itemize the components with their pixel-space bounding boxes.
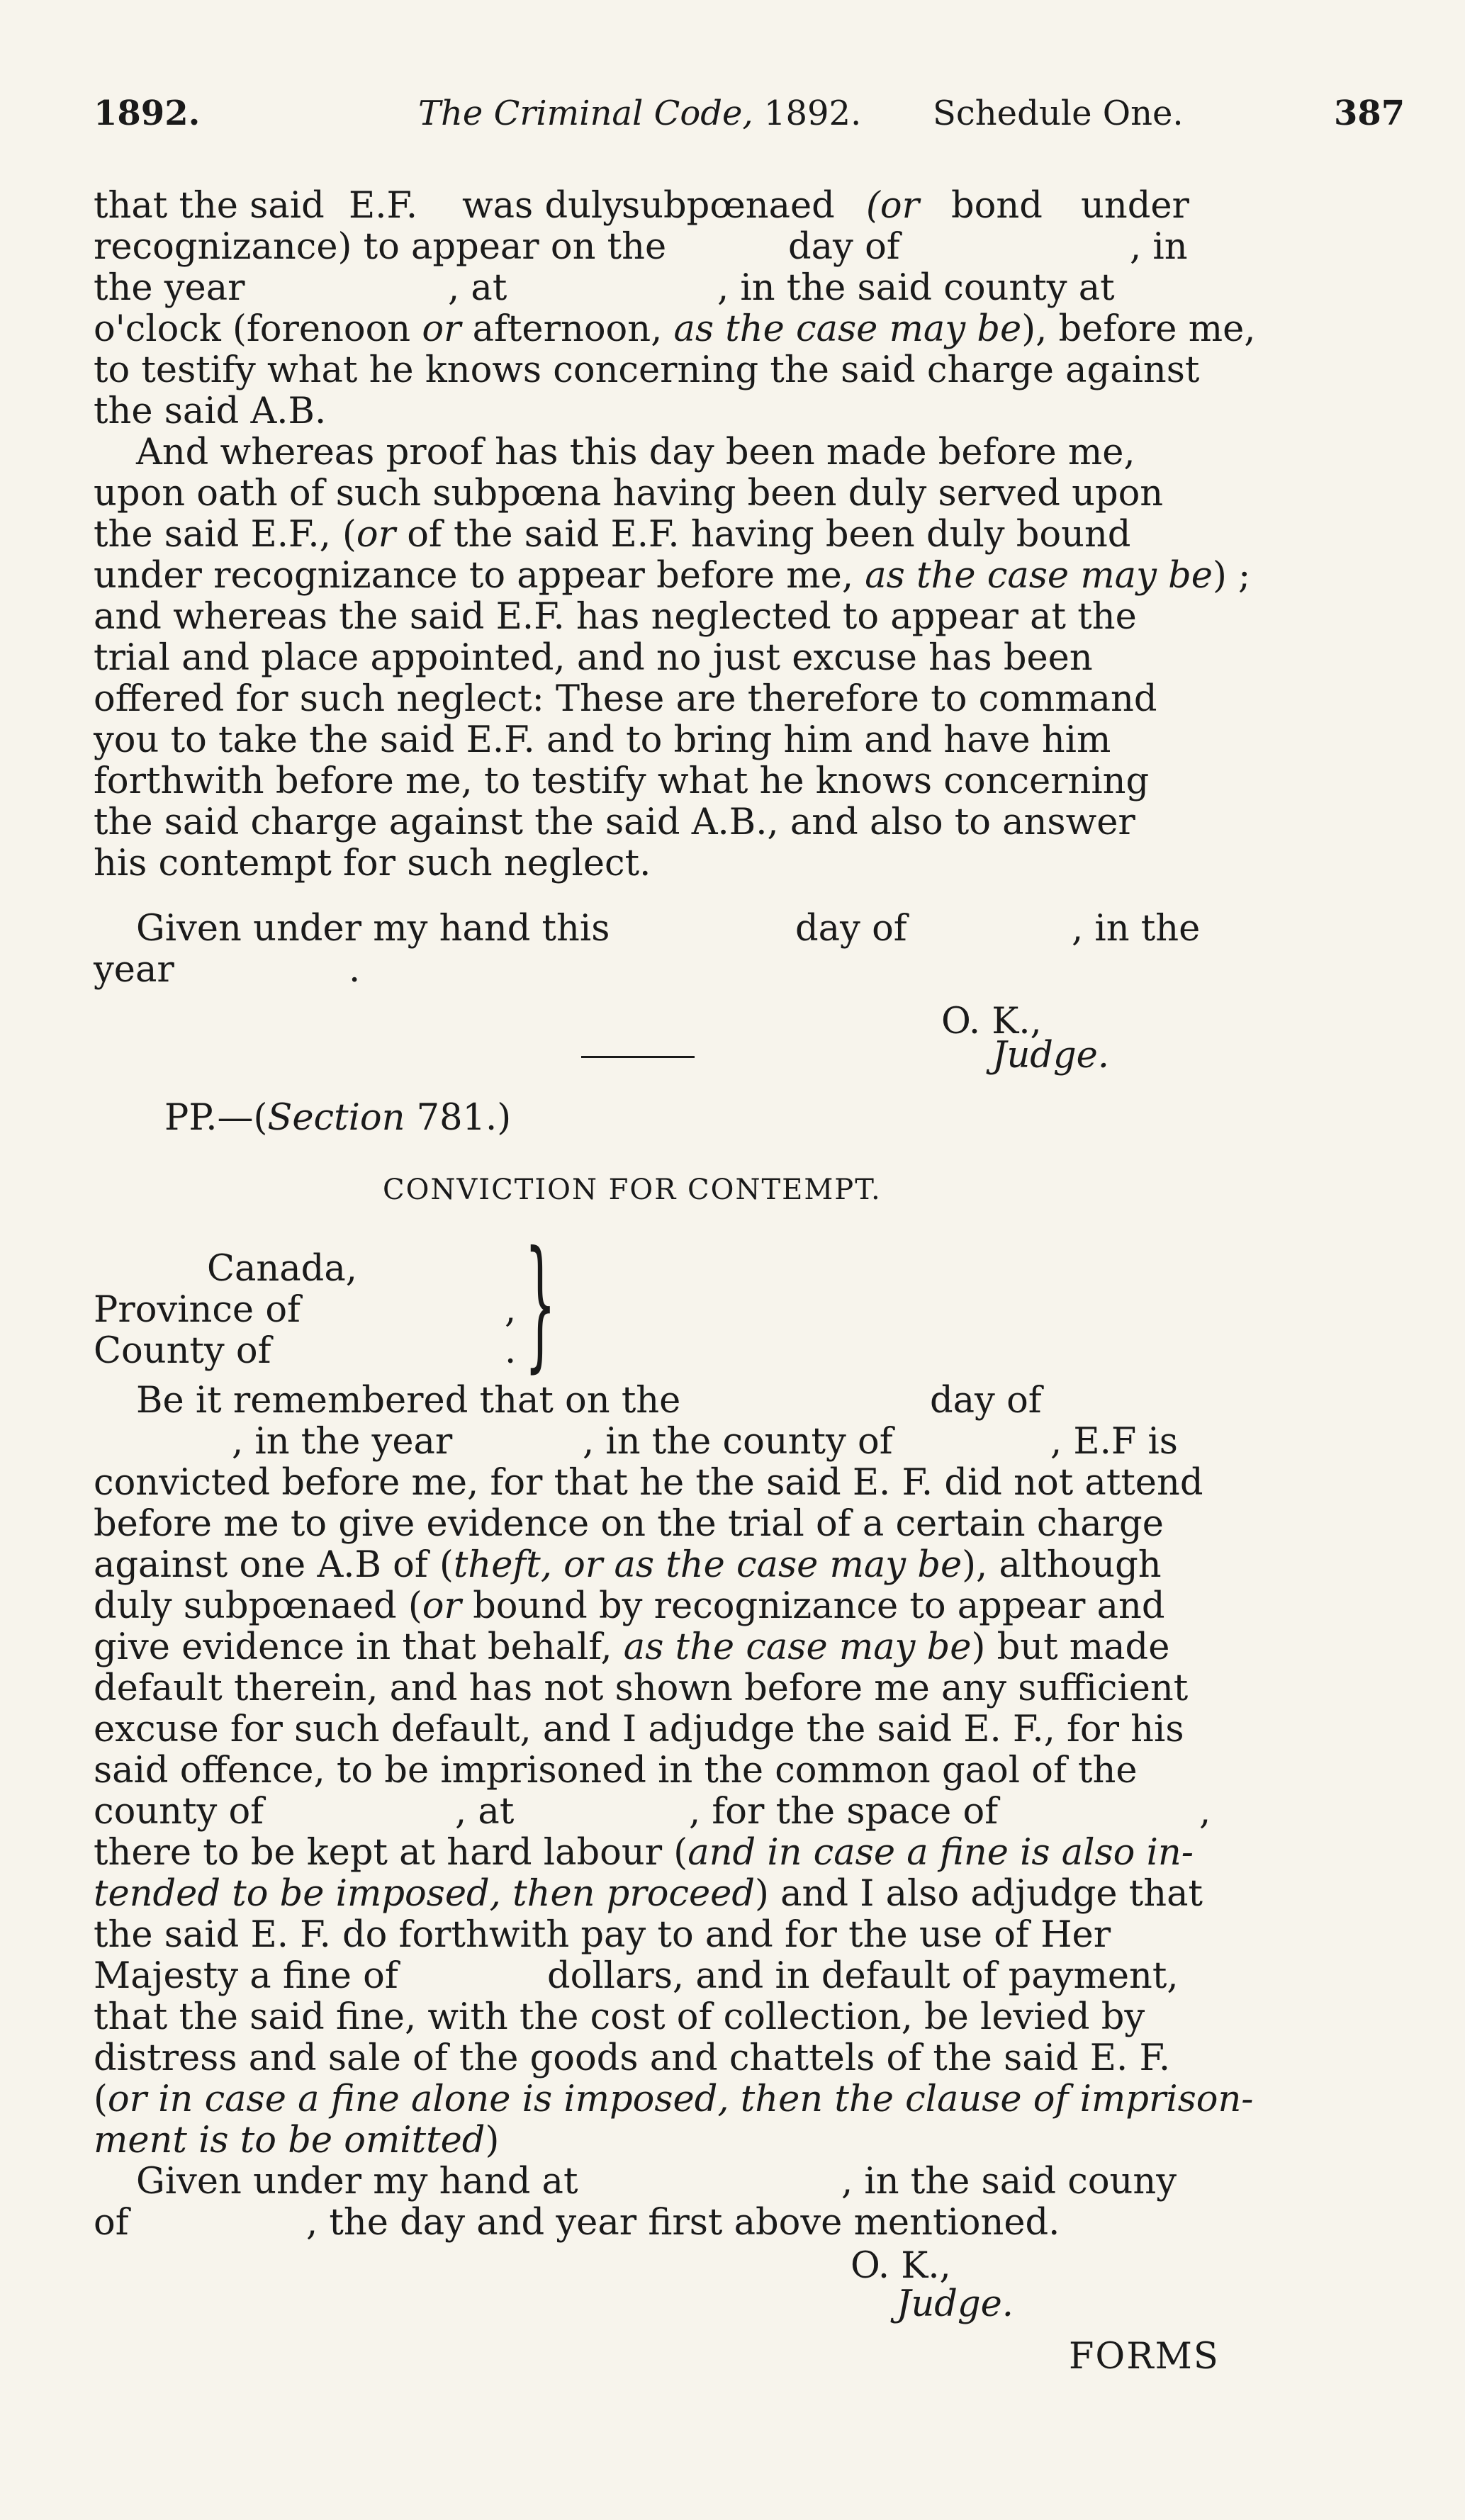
paragraph-conviction xyxy=(94,1380,1254,2161)
text-run: 781.) xyxy=(405,1097,512,1139)
text-run: Majesty a fine of xyxy=(94,1955,398,1997)
text-run: the said charge against the said A.B., and also to answer xyxy=(94,801,1135,843)
given-clause-1 xyxy=(94,909,1213,991)
text-run: of the said E.F. having been duly bound xyxy=(395,514,1131,556)
text-run: year xyxy=(94,949,174,991)
text-run: that the said xyxy=(94,185,325,227)
text-run: , in the county of xyxy=(583,1421,893,1463)
text-run: ), before me, xyxy=(1021,308,1256,350)
text-line xyxy=(94,514,1213,556)
text-line xyxy=(94,1668,1213,1709)
text-run: said offence, to be imprisoned in the common gaol of the xyxy=(94,1750,1138,1791)
text-run: PP.—( xyxy=(164,1097,268,1139)
text-run: under recognizance to appear before me, xyxy=(94,555,865,597)
text-line xyxy=(94,2203,1213,2244)
text-run: , xyxy=(1199,1791,1211,1833)
text-run: ) ; xyxy=(1212,555,1251,597)
text-run: . xyxy=(349,949,361,991)
text-run: subpœnaed xyxy=(622,185,835,227)
text-run: you to take the said E.F. and to bring him and have him xyxy=(94,719,1111,761)
text-line xyxy=(94,597,1213,638)
text-run: , in the year xyxy=(232,1421,453,1463)
text-run: , at xyxy=(455,1791,515,1833)
header-schedule: Schedule One. xyxy=(933,94,1184,133)
text-run: as the case may be xyxy=(865,555,1213,597)
text-run: that the said fine, with the cost of collection, be levied by xyxy=(94,1996,1145,2038)
text-run: o'clock (forenoon xyxy=(94,308,422,350)
section-divider xyxy=(581,1056,695,1058)
text-run: bond xyxy=(951,185,1043,227)
text-line xyxy=(94,2038,1213,2079)
text-run: ) but made xyxy=(971,1626,1170,1668)
text-run: offered for such neglect: These are therefore to command xyxy=(94,678,1157,720)
text-run xyxy=(94,1627,1169,1668)
text-run: ), although xyxy=(962,1544,1162,1586)
text-run xyxy=(94,2120,499,2161)
text-line xyxy=(94,2120,1213,2161)
text-line xyxy=(94,1504,1213,1545)
paragraph-subpoena xyxy=(94,185,1256,432)
text-line xyxy=(94,350,1213,391)
text-line xyxy=(94,761,1213,802)
text-line xyxy=(94,1874,1213,1915)
text-run: Given under my hand at xyxy=(136,2161,578,2203)
text-run: , at xyxy=(448,267,507,309)
text-run: (or xyxy=(866,185,919,227)
text-run: Province of xyxy=(94,1289,301,1331)
signature-title-1: Judge. xyxy=(992,1035,1109,1076)
text-line xyxy=(94,1586,1213,1627)
text-run xyxy=(94,2079,1254,2120)
text-line xyxy=(94,1956,1213,1997)
text-run: the said A.B. xyxy=(94,390,327,432)
text-line xyxy=(94,473,1213,514)
text-line xyxy=(94,1463,1213,1504)
text-line xyxy=(94,2161,1213,2203)
signature-name-1: O. K., xyxy=(941,1001,1042,1042)
text-run: afternoon, xyxy=(461,308,674,350)
text-line xyxy=(94,227,1213,268)
text-run: excuse for such default, and I adjudge the said E. F., for his xyxy=(94,1709,1184,1750)
text-line xyxy=(94,1833,1213,1874)
text-run: of xyxy=(94,2202,129,2244)
text-run: upon oath of such subpœna having been duly served upon xyxy=(94,473,1164,514)
text-run: . xyxy=(505,1330,517,1372)
text-line xyxy=(94,268,1213,309)
text-line xyxy=(94,1545,1213,1586)
text-run: trial and place appointed, and no just excuse has been xyxy=(94,637,1093,679)
text-run: Canada, xyxy=(207,1248,357,1290)
text-run: ment is to be omitted xyxy=(94,2120,485,2161)
text-line xyxy=(94,1915,1213,1956)
text-run: , E.F is xyxy=(1050,1421,1178,1463)
text-run: Section xyxy=(267,1097,405,1139)
text-line xyxy=(94,186,1213,227)
text-run: recognizance) to appear on the xyxy=(94,226,667,268)
text-run: the said E. F. do forthwith pay to and for the use of Her xyxy=(94,1914,1111,1956)
catchword: FORMS xyxy=(1069,2336,1220,2378)
text-line xyxy=(94,2079,1254,2120)
text-run: , xyxy=(505,1289,517,1331)
text-run xyxy=(94,309,1255,350)
text-run xyxy=(94,1545,1162,1586)
text-run: Given under my hand this xyxy=(136,908,610,950)
text-line xyxy=(94,909,1213,950)
given-clause-2 xyxy=(94,2161,1213,2244)
text-run: ) and I also adjudge that xyxy=(755,1873,1203,1915)
text-run: theft, or as the case may be xyxy=(453,1544,962,1586)
text-run: , in xyxy=(1130,226,1188,268)
text-line xyxy=(94,1709,1213,1750)
text-run: dollars, and in default of payment, xyxy=(547,1955,1179,1997)
text-run: or xyxy=(422,308,461,350)
text-run: the year xyxy=(94,267,245,309)
signature-name-2: O. K., xyxy=(851,2245,951,2287)
text-run: against one A.B of ( xyxy=(94,1544,454,1586)
text-run: day of xyxy=(795,908,907,950)
text-line xyxy=(94,555,1251,597)
text-run: or in case a fine alone is imposed, then the clause of imprison- xyxy=(107,2079,1254,2120)
text-line xyxy=(94,843,1213,884)
text-line xyxy=(94,720,1213,761)
text-run: day of xyxy=(788,226,900,268)
text-run: the said E.F., ( xyxy=(94,514,357,556)
text-run: ( xyxy=(94,2079,108,2120)
header-title-year: 1892. xyxy=(753,94,862,133)
text-run xyxy=(94,1874,1203,1915)
signature-title-2: Judge. xyxy=(897,2283,1014,2325)
text-run: convicted before me, for that he the said E. F. did not attend xyxy=(94,1462,1203,1504)
text-run: default therein, and has not shown before me any sufficient xyxy=(94,1667,1189,1709)
text-run: and whereas the said E.F. has neglected to appear at the xyxy=(94,596,1137,638)
text-run: And whereas proof has this day been made before me, xyxy=(136,432,1135,473)
brace-glyph: } xyxy=(524,1221,556,1386)
text-run: distress and sale of the goods and chattels of the said E. F. xyxy=(94,2037,1171,2079)
text-run: E.F. xyxy=(349,185,418,227)
text-run: under xyxy=(1081,185,1189,227)
text-line xyxy=(94,1997,1213,2038)
text-run: or xyxy=(356,514,395,556)
text-run: day of xyxy=(930,1380,1042,1422)
form-identifier xyxy=(164,1097,511,1139)
text-run xyxy=(94,1833,1194,1874)
text-run: or xyxy=(422,1585,461,1627)
text-run: his contempt for such neglect. xyxy=(94,843,651,884)
text-line xyxy=(94,1380,1213,1422)
header-title xyxy=(418,94,861,133)
text-run: as the case may be xyxy=(673,308,1022,350)
text-run: give evidence in that behalf, xyxy=(94,1626,624,1668)
text-line xyxy=(94,1750,1213,1791)
text-line xyxy=(94,679,1213,720)
text-run: to testify what he knows concerning the said charge against xyxy=(94,349,1200,391)
text-run: was duly xyxy=(462,185,624,227)
text-line xyxy=(94,1627,1213,1668)
text-run: there to be kept at hard labour ( xyxy=(94,1832,688,1874)
text-line xyxy=(94,1791,1213,1833)
text-run: forthwith before me, to testify what he knows concerning xyxy=(94,760,1150,802)
text-run: before me to give evidence on the trial of a certain charge xyxy=(94,1503,1164,1545)
text-line xyxy=(94,1422,1213,1463)
text-run: , for the space of xyxy=(689,1791,999,1833)
text-line xyxy=(94,802,1213,843)
text-line xyxy=(94,432,1213,473)
text-line xyxy=(94,391,1213,432)
text-run: bound by recognizance to appear and xyxy=(461,1585,1165,1627)
text-run xyxy=(94,556,1250,597)
header-title-italic: The Criminal Code, xyxy=(418,94,753,133)
text-run: ) xyxy=(485,2120,500,2161)
text-run: Be it remembered that on the xyxy=(136,1380,681,1422)
text-run: , in the said couny xyxy=(841,2161,1177,2203)
text-run: County of xyxy=(94,1330,271,1372)
text-run: county of xyxy=(94,1791,264,1833)
text-run: , in the said county at xyxy=(717,267,1115,309)
text-run: as the case may be xyxy=(623,1626,972,1668)
text-run: , in the xyxy=(1072,908,1201,950)
text-run: duly subpœnaed ( xyxy=(94,1585,422,1627)
text-run xyxy=(94,514,1130,556)
page-number: 387 xyxy=(1334,94,1405,133)
text-line xyxy=(94,950,1213,991)
text-run: and in case a fine is also in- xyxy=(687,1832,1194,1874)
form-heading: CONVICTION FOR CONTEMPT. xyxy=(383,1174,882,1206)
text-run xyxy=(94,1586,1165,1627)
text-run: tended to be imposed, then proceed xyxy=(94,1873,755,1915)
paragraph-whereas xyxy=(94,432,1251,884)
text-run: , the day and year first above mentioned. xyxy=(306,2202,1060,2244)
header-year: 1892. xyxy=(94,94,201,133)
text-line xyxy=(94,308,1256,350)
text-line xyxy=(94,638,1213,679)
